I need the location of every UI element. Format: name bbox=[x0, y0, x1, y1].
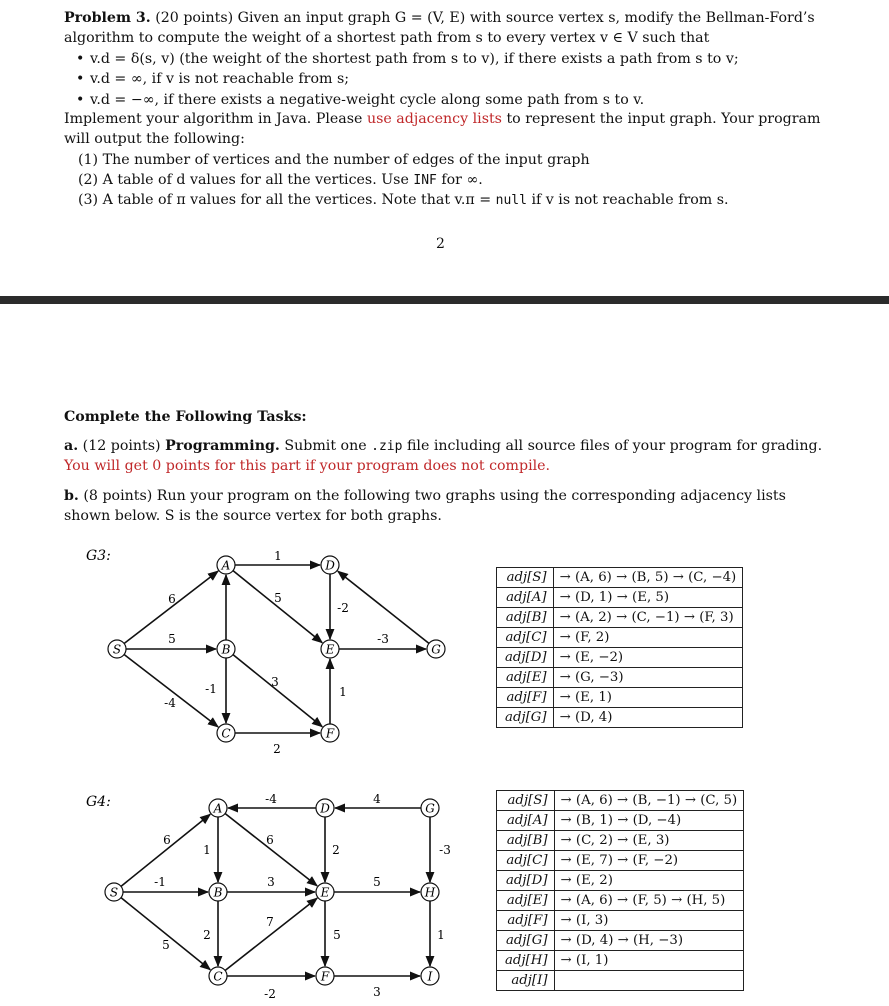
adj-key: adj[F] bbox=[497, 688, 554, 708]
vertex-label-G: G bbox=[425, 801, 435, 816]
edge-weight-F-E: 1 bbox=[339, 685, 347, 699]
adj-list: → (C, 2) → (E, 3) bbox=[554, 831, 744, 851]
graph-g4-label: G4: bbox=[86, 794, 111, 810]
adj-key: adj[E] bbox=[497, 668, 554, 688]
vertex-label-E: E bbox=[325, 642, 335, 657]
edge-weight-S-C: 5 bbox=[162, 938, 170, 952]
implement-text: Implement your algorithm in Java. Please bbox=[64, 111, 363, 127]
edge-weight-S-C: -4 bbox=[164, 696, 176, 710]
page-number: 2 bbox=[436, 236, 445, 252]
edge-weight-E-F: 5 bbox=[333, 928, 341, 942]
edge-weight-C-F: -2 bbox=[264, 987, 276, 1001]
edge-weight-H-I: 1 bbox=[437, 928, 445, 942]
adj-key: adj[G] bbox=[497, 708, 554, 728]
vertex-label-D: D bbox=[320, 801, 330, 816]
adj-row bbox=[497, 951, 744, 971]
adj-list: → (E, 7) → (F, −2) bbox=[554, 851, 744, 871]
edge-weight-B-C: 2 bbox=[203, 928, 211, 942]
edge-weight-G-D: 4 bbox=[373, 792, 381, 806]
edge-weight-E-G: -3 bbox=[377, 632, 389, 646]
adj-row bbox=[497, 871, 744, 891]
problem-intro-line-1 bbox=[64, 9, 824, 28]
adj-row bbox=[497, 668, 743, 688]
adj-list: → (I, 1) bbox=[554, 951, 744, 971]
adj-list: → (D, 1) → (E, 5) bbox=[553, 588, 743, 608]
adj-list: → (A, 6) → (B, −1) → (C, 5) bbox=[554, 791, 744, 811]
vertex-label-B: B bbox=[213, 885, 223, 900]
vertex-label-D: D bbox=[325, 558, 335, 573]
vertex-label-A: A bbox=[213, 801, 223, 816]
adj-key: adj[D] bbox=[497, 648, 554, 668]
adj-row bbox=[497, 931, 744, 951]
adj-list bbox=[554, 971, 744, 991]
edge-S-C bbox=[124, 654, 218, 726]
edge-weight-G-H: -3 bbox=[439, 843, 451, 857]
adj-row bbox=[497, 608, 743, 628]
adj-list: → (F, 2) bbox=[553, 628, 743, 648]
edge-B-F bbox=[233, 655, 322, 727]
vertex-label-H: H bbox=[424, 885, 436, 900]
bullet-item: • v.d = δ(s, v) (the weight of the shortest path from s to v), if there exists a path from s to v; bbox=[90, 50, 830, 69]
adj-list: → (I, 3) bbox=[554, 911, 744, 931]
implement-text-tail: to represent the input graph. Your program bbox=[506, 111, 821, 127]
edge-weight-A-D: 1 bbox=[274, 549, 282, 563]
edge-weight-S-A: 6 bbox=[168, 592, 176, 606]
adj-row bbox=[497, 851, 744, 871]
vertex-label-C: C bbox=[221, 726, 231, 741]
adj-row bbox=[497, 911, 744, 931]
implement-line bbox=[64, 110, 824, 129]
edge-A-E bbox=[233, 571, 322, 643]
task-a-warning: You will get 0 points for this part if your program does not compile. bbox=[64, 458, 551, 474]
edge-weight-D-E: -2 bbox=[337, 601, 349, 615]
edge-S-C bbox=[121, 898, 210, 970]
adj-key: adj[C] bbox=[497, 851, 555, 871]
graph-g4 bbox=[0, 776, 480, 1006]
graph-g3 bbox=[0, 530, 480, 770]
problem-page bbox=[0, 0, 889, 296]
vertex-label-I: I bbox=[427, 969, 433, 984]
adj-list: → (G, −3) bbox=[553, 668, 743, 688]
edge-weight-E-H: 5 bbox=[373, 875, 381, 889]
edge-C-E bbox=[225, 898, 317, 970]
adj-key: adj[D] bbox=[497, 871, 555, 891]
bullet-item: • v.d = −∞, if there exists a negative-weight cycle along some path from s to v. bbox=[90, 91, 830, 110]
adj-key: adj[C] bbox=[497, 628, 554, 648]
adj-row bbox=[497, 811, 744, 831]
adj-key: adj[I] bbox=[497, 971, 555, 991]
task-b-line-2: shown below. S is the source vertex for both graphs. bbox=[64, 508, 442, 524]
adj-key: adj[B] bbox=[497, 831, 555, 851]
adj-key: adj[G] bbox=[497, 931, 555, 951]
problem-title: Problem 3. bbox=[64, 10, 151, 26]
vertex-label-A: A bbox=[221, 558, 231, 573]
edge-weight-C-F: 2 bbox=[273, 742, 281, 756]
adj-row bbox=[497, 588, 743, 608]
adj-row bbox=[497, 831, 744, 851]
vertex-label-F: F bbox=[325, 726, 335, 741]
edge-weight-D-A: -4 bbox=[265, 792, 277, 806]
output-item-2: (2) A table of d values for all the vertices. Use INF for ∞. bbox=[78, 172, 483, 188]
adj-list: → (E, 1) bbox=[553, 688, 743, 708]
adj-key: adj[S] bbox=[497, 791, 555, 811]
adj-list: → (E, 2) bbox=[554, 871, 744, 891]
problem-points: (20 points) bbox=[155, 10, 234, 26]
adj-row bbox=[497, 628, 743, 648]
adj-list: → (B, 1) → (D, −4) bbox=[554, 811, 744, 831]
edge-weight-C-E: 7 bbox=[266, 915, 274, 929]
adj-list: → (D, 4) → (H, −3) bbox=[554, 931, 744, 951]
output-item-1: (1) The number of vertices and the number of edges of the input graph bbox=[78, 152, 590, 168]
problem-intro-text: Given an input graph G = (V, E) with source vertex s, modify the Bellman-Ford’s bbox=[237, 10, 815, 26]
adj-key: adj[H] bbox=[497, 951, 555, 971]
adj-row bbox=[497, 891, 744, 911]
tasks-heading: Complete the Following Tasks: bbox=[64, 409, 307, 425]
edge-weight-A-E: 5 bbox=[274, 591, 282, 605]
adj-list: → (A, 2) → (C, −1) → (F, 3) bbox=[553, 608, 743, 628]
task-a-line: a. (12 points) Programming. Submit one .zip file including all source files of your program for grading. bbox=[64, 438, 823, 454]
adj-list: → (E, −2) bbox=[553, 648, 743, 668]
task-b-line: b. (8 points) Run your program on the following two graphs using the corresponding adjacency lists bbox=[64, 488, 786, 504]
adj-key: adj[E] bbox=[497, 891, 555, 911]
edge-weight-A-E: 6 bbox=[266, 833, 274, 847]
inf-code: INF bbox=[413, 173, 437, 188]
vertex-label-S: S bbox=[112, 642, 122, 657]
output-intro: will output the following: bbox=[64, 131, 245, 147]
vertex-label-E: E bbox=[320, 885, 330, 900]
edge-weight-S-B: -1 bbox=[154, 875, 166, 889]
graph-g3-label: G3: bbox=[86, 548, 111, 564]
adj-key: adj[A] bbox=[497, 588, 554, 608]
adj-row bbox=[497, 971, 744, 991]
edge-weight-B-E: 3 bbox=[267, 875, 275, 889]
edge-weight-D-E: 2 bbox=[332, 843, 340, 857]
adj-table-g4 bbox=[496, 790, 744, 991]
output-item-3: (3) A table of π values for all the vertices. Note that v.π = null if v is not reachable from s. bbox=[78, 192, 729, 208]
edge-weight-A-B: 1 bbox=[203, 843, 211, 857]
page-separator bbox=[0, 296, 889, 304]
zip-code: .zip bbox=[371, 439, 403, 454]
adjacency-lists-highlight: use adjacency lists bbox=[366, 111, 502, 127]
edge-weight-S-B: 5 bbox=[168, 632, 176, 646]
vertex-label-C: C bbox=[213, 969, 223, 984]
vertex-label-G: G bbox=[431, 642, 441, 657]
adj-list: → (A, 6) → (B, 5) → (C, −4) bbox=[553, 568, 743, 588]
edge-weight-B-F: 3 bbox=[271, 675, 279, 689]
vertex-label-B: B bbox=[221, 642, 231, 657]
adj-key: adj[S] bbox=[497, 568, 554, 588]
adj-row bbox=[497, 568, 743, 588]
null-code: null bbox=[495, 193, 527, 208]
adj-row bbox=[497, 791, 744, 811]
vertex-label-S: S bbox=[109, 885, 119, 900]
edge-weight-F-I: 3 bbox=[373, 985, 381, 999]
adj-list: → (D, 4) bbox=[553, 708, 743, 728]
adj-key: adj[B] bbox=[497, 608, 554, 628]
adj-key: adj[A] bbox=[497, 811, 555, 831]
problem-intro-line-2: algorithm to compute the weight of a shortest path from s to every vertex v ∈ V such that bbox=[64, 30, 710, 46]
adj-table-g3 bbox=[496, 567, 743, 728]
adj-list: → (A, 6) → (F, 5) → (H, 5) bbox=[554, 891, 744, 911]
vertex-label-F: F bbox=[320, 969, 330, 984]
adj-key: adj[F] bbox=[497, 911, 555, 931]
adj-row bbox=[497, 708, 743, 728]
adj-row bbox=[497, 688, 743, 708]
edge-weight-S-A: 6 bbox=[163, 833, 171, 847]
edge-weight-B-C: -1 bbox=[205, 682, 217, 696]
adj-row bbox=[497, 648, 743, 668]
bullet-item: • v.d = ∞, if v is not reachable from s; bbox=[90, 70, 830, 89]
